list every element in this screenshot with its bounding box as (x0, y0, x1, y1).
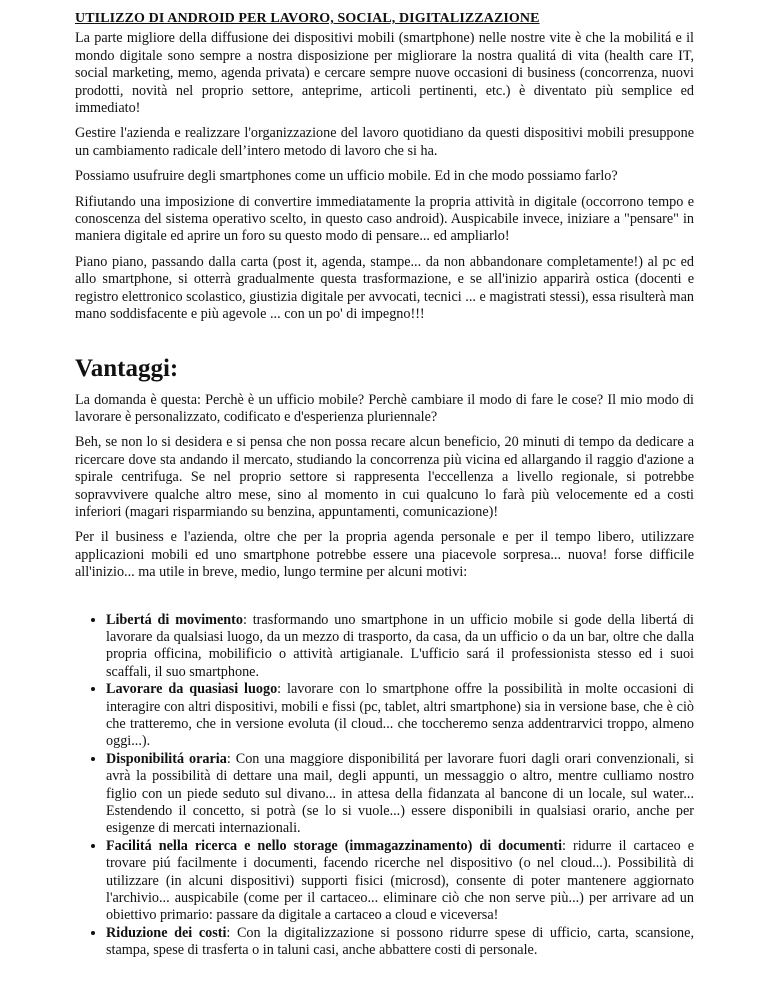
advantage-term: Disponibilitá oraria (106, 750, 227, 767)
advantage-item-availability (106, 751, 694, 838)
advantage-item-cost-reduction (106, 925, 694, 960)
advantage-term: Lavorare da quasiasi luogo (106, 681, 278, 698)
section-paragraph-2: Beh, se non lo si desidera e si pensa che non possa recare alcun beneficio, 20 minuti di tempo da dedicare a ricercare dove sta andando il mercato, studiando la concorrenza più vicina ed allargando il raggio d'azione a spirale centrifuga. Se nel proprio settore si rappresenta l'eccellenza a livello regionale, si potrebbe sopravvivere qualche altro mese, sino al momento in cui qualcuno lo farà più velocemente ed a costi inferiori (magari risparmiando su benzina, appuntamenti, comunicazione)! (75, 434, 694, 520)
advantage-term: Libertá di movimento (106, 611, 243, 628)
intro-paragraph-5: Piano piano, passando dalla carta (post it, agenda, stampe... da non abbandonare completamente!) al pc ed allo smartphone, si otterrà gradualmente questa trasformazione, e se all'inizio apparirà ostica (docenti e registro elettronico scolastico, giustizia digitale per avvocati, tecnici ... e magistrati stessi), essa risulterà man mano soddisfacente e più agevole ... con un po' di impegno!!! (75, 253, 694, 323)
advantage-term: Facilitá nella ricerca e nello storage (immagazzinamento) di documenti (106, 837, 563, 854)
advantages-list (75, 612, 694, 960)
intro-paragraph-2: Gestire l'azienda e realizzare l'organizzazione del lavoro quotidiano da questi dispositivi mobili presuppone un cambiamento radicale dell’intero metodo di lavoro che si ha. (75, 125, 694, 159)
advantage-term: Riduzione dei costi (106, 924, 227, 941)
intro-paragraph-4: Rifiutando una imposizione di convertire immediatamente la propria attività in digitale (occorrono tempo e conoscenza del sistema operativo scelto, in questo caso android). Auspicabile invece, iniziare a "pensare" in maniera digitale ed aprire un foro su questo modo di pensare... ed ampliarlo! (75, 193, 694, 245)
section-heading-vantaggi: Vantaggi: (75, 354, 179, 382)
intro-paragraph-1: La parte migliore della diffusione dei dispositivi mobili (smartphone) nelle nostre vite è che la mobilitá e il mondo digitale sono sempre a nostra disposizione per migliorare la nostra qualitá di vita (health care IT, social marketing, memo, agenda privata) e cercare sempre nuove occasioni di business (concorrenza, nuovi prodotti, novità nel proprio settore, anteprime, articoli pertinenti, etc.) è diventato più semplice ed immediato! (75, 30, 694, 117)
advantage-text: : ridurre il cartaceo e trovare piú facilmente i documenti, facendo ricerche nel dispositivo (o nel cloud...). Possibilità di utilizzare (in alcuni dispositivi) supporti fisici (microsd), consente di poter mantenere aggiornato l'archivio... auspicabile (come per il cartaceo... eliminare ciò che non serve più...) per arrivare ad un obiettivo primario: passare da digitale a cartaceo a cloud e viceversa! (106, 837, 694, 924)
advantage-item-work-anywhere (106, 681, 694, 751)
advantage-item-freedom-of-movement (106, 612, 694, 682)
advantage-text: : trasformando uno smartphone in un ufficio mobile si gode della libertá di lavorare da qualsiasi luogo, da un mezzo di trasporto, da casa, da un ufficio o da un bar, oltre che dalla propria officina, mobilificio o attività artigianale. L'ufficio sará il professionista stesso ed i suoi scaffali, il suo smartphone. (106, 611, 694, 680)
advantage-item-document-search-storage (106, 838, 694, 925)
section-paragraph-3: Per il business e l'azienda, oltre che per la propria agenda personale e per il tempo libero, utilizzare applicazioni mobili ed uno smartphone potrebbe essere una piacevole sorpresa... nuova! forse difficile all'inizio... ma utile in breve, medio, lungo termine per alcuni motivi: (75, 529, 694, 581)
advantage-text: : Con la digitalizzazione si possono ridurre spese di ufficio, carta, scansione, stampa, spese di trasferta o in taluni casi, anche abbattere costi di personale. (106, 924, 694, 959)
advantage-text: : lavorare con lo smartphone offre la possibilità in molte occasioni di interagire con altri dispositivi, mobili e fissi (pc, tablet, altri smartphone) sia in versione base, che è ciò che tratteremo, che in versione evoluta (il cloud... che toccheremo senza addentrarvici troppo, almeno oggi...). (106, 681, 695, 750)
section-paragraph-1: La domanda è questa: Perchè è un ufficio mobile? Perchè cambiare il modo di fare le cose? Il mio modo di lavorare è personalizzato, codificato e d'esperienza pluriennale? (75, 391, 694, 425)
advantage-text: : Con una maggiore disponibilitá per lavorare fuori dagli orari convenzionali, si avrà la possibilità di dettare una mail, degli appunti, un messaggio o altro, mentre culliamo nostro figlio con un piede seduto sul divano... in attesa della fidanzata al bancone di un locale, sul water... Estendendo il concetto, si potrà (se lo si vuole...) essere disponibili in qualsiasi orario, anche per esigenze di mercati internazionali. (106, 750, 694, 837)
intro-paragraph-3: Possiamo usufruire degli smartphones come un ufficio mobile. Ed in che modo possiamo farlo? (75, 168, 618, 185)
document-title: UTILIZZO DI ANDROID PER LAVORO, SOCIAL, DIGITALIZZAZIONE (75, 11, 540, 26)
